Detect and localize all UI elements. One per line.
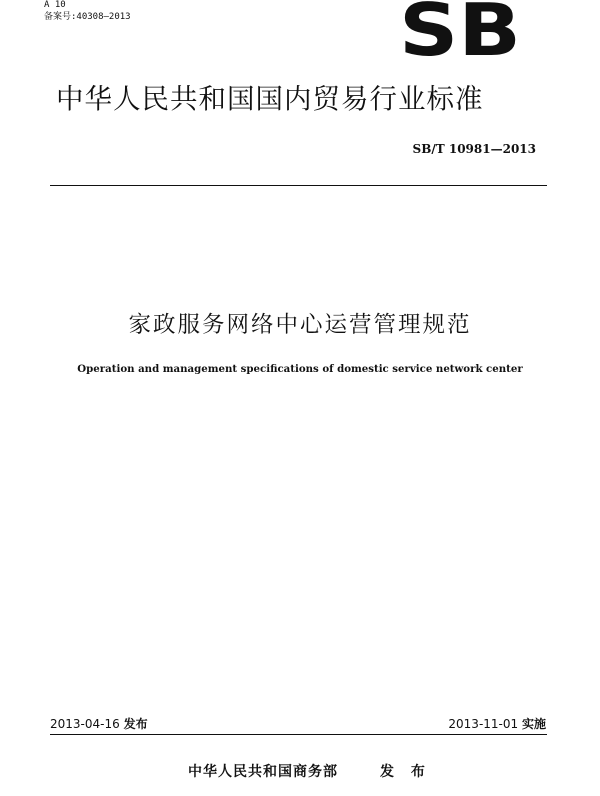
issue-date-line — [50, 716, 148, 732]
issue-label: 发布 — [123, 717, 148, 731]
filing-number: 备案号:40308—2013 — [44, 12, 131, 22]
sb-logo — [398, 0, 522, 58]
standard-title-chinese: 家政服务网络中心运营管理规范 — [128, 312, 472, 338]
sb-logo-text: SB — [399, 0, 521, 58]
standard-number: SB/T 10981—2013 — [412, 142, 536, 156]
issuing-body-title: 中华人民共和国国内贸易行业标准 — [56, 83, 484, 115]
issue-date: 2013-04-16 — [50, 717, 120, 731]
implementation-date: 2013-11-01 — [448, 717, 519, 731]
publish-label: 发 布 — [380, 764, 431, 780]
implementation-label: 实施 — [521, 717, 546, 731]
top-divider — [50, 185, 547, 186]
publisher-name: 中华人民共和国商务部 — [188, 764, 338, 780]
ccs-code: A 10 — [44, 0, 66, 10]
standard-title-english: Operation and management specifications of domestic service network center — [77, 363, 523, 375]
implementation-date-line — [448, 716, 546, 732]
bottom-divider — [50, 734, 547, 735]
